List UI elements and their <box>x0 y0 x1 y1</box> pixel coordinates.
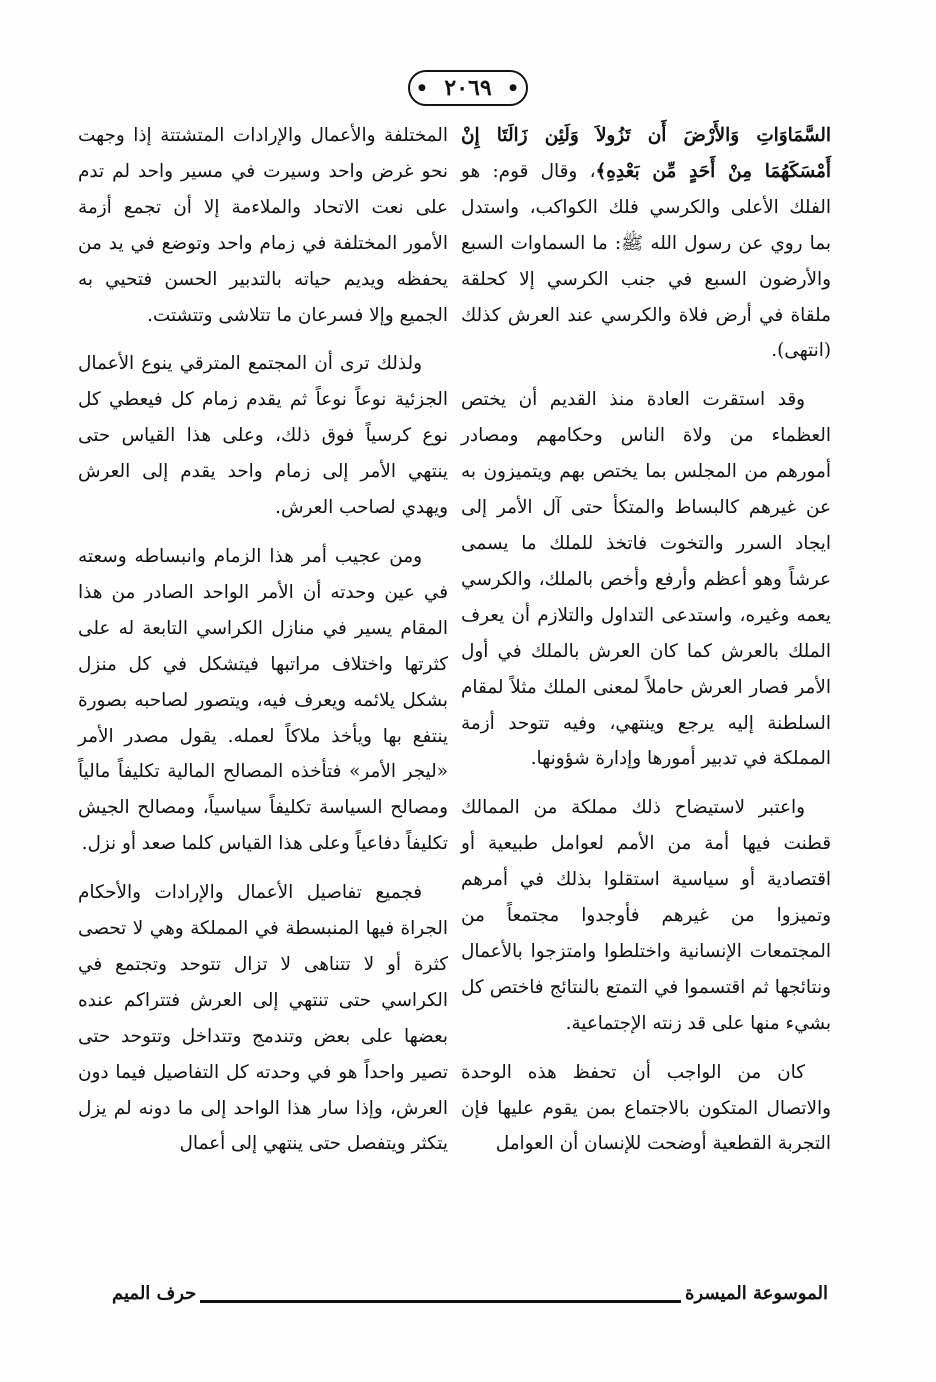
left-column <box>78 118 448 1162</box>
paragraph: كان من الواجب أن تحفظ هذه الوحدة والاتصال المتكون بالاجتماع بمن يقوم عليها فإن التجربة القطعية أوضحت للإنسان أن العوامل <box>461 1061 831 1155</box>
footer <box>108 1282 832 1310</box>
paragraph: المختلفة والأعمال والإرادات المتشتتة إذا وجهت نحو غرض واحد وسيرت في مسير واحد لم تدم على نعت الاتحاد والملاءمة إلا أن تجمع أزمة الأمور المختلفة في زمام واحد وتوضع في يد من يحفظه ويديم حياته بالتدبير الحسن فتحيي به الجميع وإلا فسرعان ما تتلاشى وتتشتت. <box>78 125 448 326</box>
page-number-text: ● ٢٠٦٩ <box>444 75 492 101</box>
paragraph: ومن عجيب أمر هذا الزمام وانبساطه وسعته في عين وحدته أن الأمر الواحد الصادر من هذا المقام يسير في منازل الكراسي التابعة له على كثرتها واختلاف مراتبها فيتشكل في كل منزل بشكل يلائمه ويعرف فيه، ويتصور لصاحبه بصورة ينتفع بها ويأخذ ملاكاً لعمله. يقول مصدر الأمر «ليجر الأمر» فتأخذه المصالح المالية تكليفاً مالياً ومصالح السياسة تكليفاً سياسياً، ومصالح الجيش تكليفاً دفاعياً وعلى هذا القياس كلما صعد أو نزل. <box>78 545 448 855</box>
paragraph: فجميع تفاصيل الأعمال والإرادات والأحكام الجراة فيها المنبسطة في المملكة وهي لا تحصى كثرة أو لا تتناهى لا تزال تتوحد وتجتمع في الكراسي حتى تنتهي إلى العرش فتتراكم عنده بعضها على بعض وتندمج وتتداخل وتتوحد حتى تصير واحداً هو في وحدته كل التفاصيل فيما دون العرش، وإذا سار هذا الواحد إلى ما دونه لم يزل يتكثر ويتفصل حتى ينتهي إلى أعمال <box>78 882 448 1155</box>
paragraph-text: ، وقال قوم: هو الفلك الأعلى والكرسي فلك الكواكب، واستدل بما روي عن رسول الله ﷺ: ما السماوات السبع والأرضون السبع في جنب الكرسي إلا كحلقة ملقاة في أرض فلاة والكرسي عند العرش كذلك (انتهى). <box>461 160 831 362</box>
page-number <box>408 70 528 106</box>
paragraph: ولذلك ترى أن المجتمع المترقي ينوع الأعمال الجزئية نوعاً نوعاً ثم يقدم زمام كل فيعطي كل نوع كرسياً فوق ذلك، وعلى هذا القياس حتى ينتهي الأمر إلى زمام واحد يقدم إلى العرش ويهدي لصاحب العرش. <box>78 353 448 519</box>
paragraph: وقد استقرت العادة منذ القديم أن يختص العظماء من ولاة الناس وحكامهم ومصادر أمورهم من المجلس بما يختص بهم ويتميزون به عن غيرهم كالبساط والمتكأ حتى آل الأمر إلى ايجاد السرر والتخوت فاتخذ للملك ما يسمى عرشاً وهو أعظم وأرفع وأخص بالملك، والكرسي يعمه وغيره، واستدعى التداول والتلازم أن يعرف الملك بالعرش كما كان العرش بالملك في أول الأمر فصار العرش حاملاً لمعنى الملك مثلاً لمقام السلطنة إليه يرجع وينتهي، وفيه تتوحد أزمة المملكة في تدبير أمورها وإدارة شؤونها. <box>461 389 831 770</box>
section-title: حرف الميم <box>108 1282 200 1306</box>
right-column <box>461 118 831 1162</box>
quran-verse: السَّمَاوَاتِ وَالأَرْضَ أَن تَزُولاَ وَلَئِن زَالَتَا إِنْ أَمْسَكَهُمَا مِنْ أَحَدٍ مِّن بَعْدِهِ﴾ <box>461 125 832 182</box>
paragraph <box>461 118 831 369</box>
encyclopedia-title: الموسوعة الميسرة <box>681 1282 832 1306</box>
paragraph: واعتبر لاستيضاح ذلك مملكة من الممالك قطنت فيها أمة من الأمم لعوامل طبيعية أو اقتصادية أو سياسية استقلوا بذلك في أمرهم وتميزوا من غيرهم فأوجدوا مجتمعاً من المجتمعات الإنسانية واختلطوا وامتزجوا بالأعمال ونتائجها ثم اقتسموا في التمتع بالنتائج فاختص كل بشيء منها على قد زنته الإجتماعية. <box>461 797 831 1034</box>
